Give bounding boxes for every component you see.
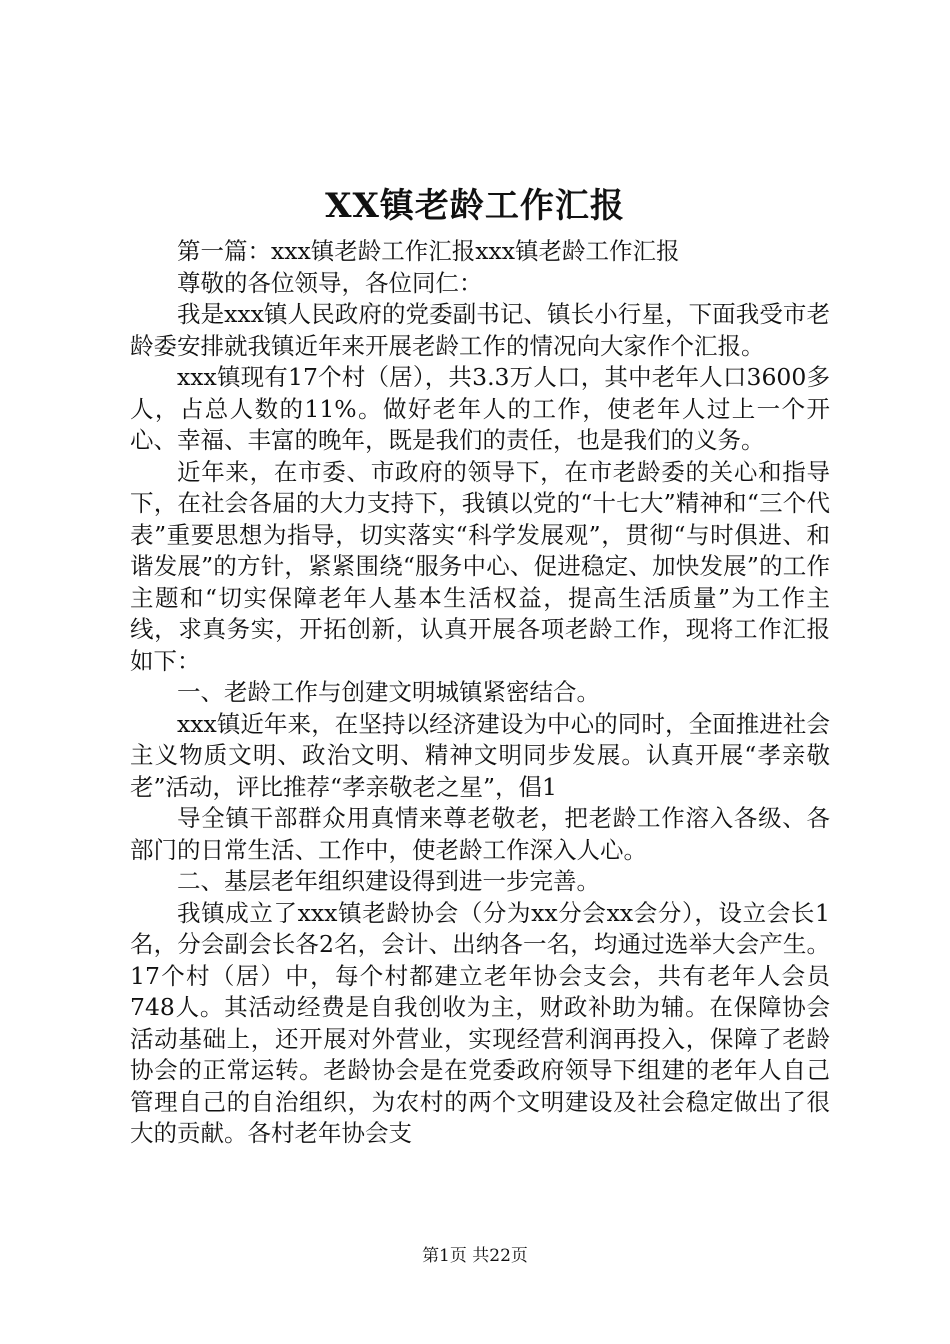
paragraph-population: xxx镇现有17个村（居），共3.3万人口，其中老年人口3600多人，占总人数的11%。做好老年人的工作，使老年人过上一个开心、幸福、丰富的晚年，既是我们的责任，也是我们的义务。 [130,363,830,454]
document-title: XX镇老龄工作汇报 [325,186,625,226]
paragraph-association: 我镇成立了xxx镇老龄协会（分为xx分会xx会分），设立会长1名，分会副会长各2名，会计、出纳各一名，均通过选举大会产生。17个村（居）中，每个村都建立老年协会支会，共有老年人会员748人。其活动经费是自我创收为主，财政补助为辅。在保障协会活动基础上，还开展对外营业，实现经营利润再投入，保障了老龄协会的正常运转。老龄协会是在党委政府领导下组建的老年人自己管理自己的自治组织，为农村的两个文明建设及社会稳定做出了很大的贡献。各村老年协会支 [130,898,830,1147]
page-number: 第1页 共22页 [422,1246,528,1266]
section-heading-1: 一、老龄工作与创建文明城镇紧密结合。 [177,678,600,706]
paragraph-intro: 我是xxx镇人民政府的党委副书记、镇长小行星，下面我受市老龄委安排就我镇近年来开展老龄工作的情况向大家作个汇报。 [130,300,830,360]
paragraph-overview: 近年来，在市委、市政府的领导下，在市老龄委的关心和指导下，在社会各届的大力支持下，我镇以党的“十七大”精神和“三个代表”重要思想为指导，切实落实“科学发展观”，贯彻“与时俱进、和谐发展”的方针，紧紧围绕“服务中心、促进稳定、加快发展”的工作主题和“切实保障老年人基本生活权益，提高生活质量”为工作主线，求真务实，开拓创新，认真开展各项老龄工作，现将工作汇报如下： [130,457,830,675]
document-body [130,236,830,1150]
paragraph-heading-first: 第一篇：xxx镇老龄工作汇报xxx镇老龄工作汇报 [177,237,680,265]
paragraph-civilization-cont: 导全镇干部群众用真情来尊老敬老，把老龄工作溶入各级、各部门的日常生活、工作中，使老龄工作深入人心。 [130,804,830,864]
paragraph-salutation: 尊敬的各位领导，各位同仁： [177,268,483,297]
section-heading-2: 二、基层老年组织建设得到进一步完善。 [177,867,600,895]
paragraph-civilization: xxx镇近年来，在坚持以经济建设为中心的同时，全面推进社会主义物质文明、政治文明、精神文明同步发展。认真开展“孝亲敬老”活动，评比推荐“孝亲敬老之星”，倡1 [130,709,830,801]
